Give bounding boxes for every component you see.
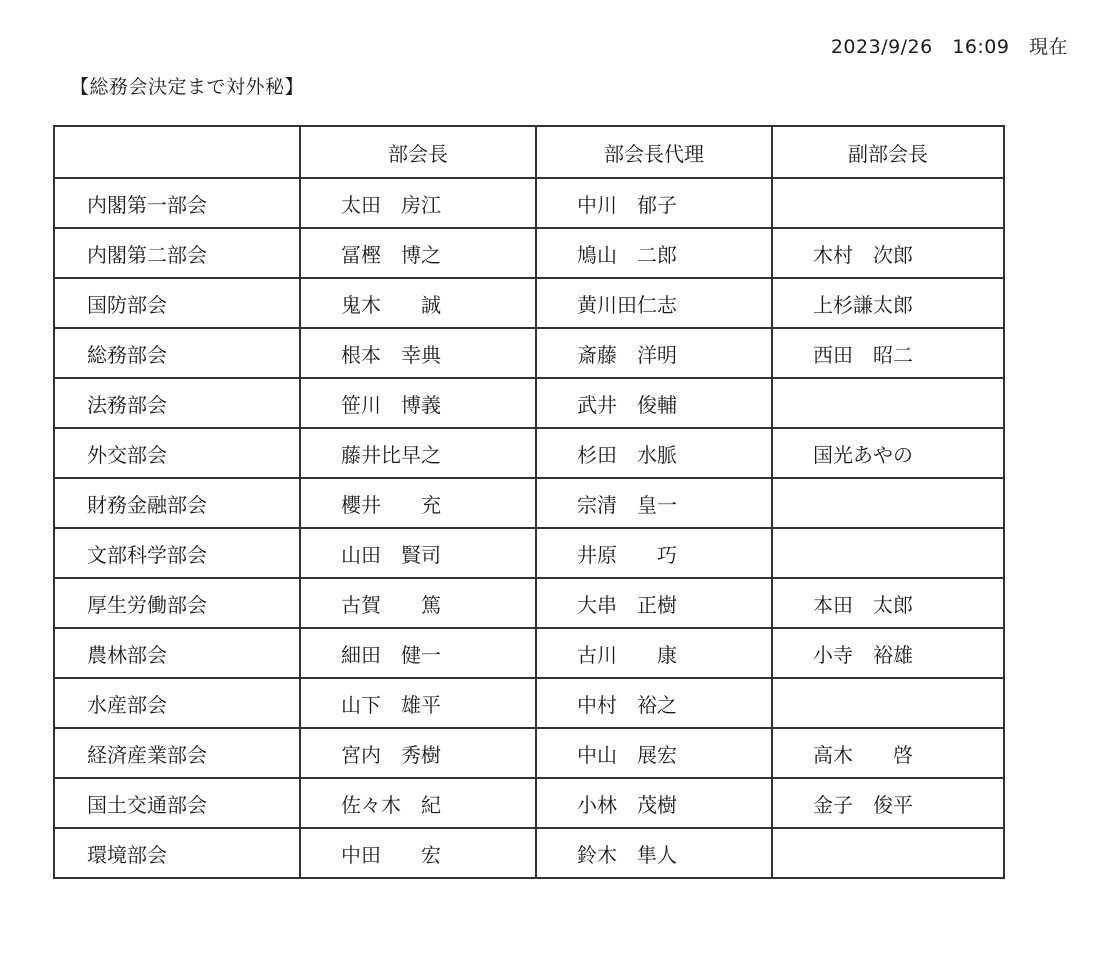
- table-row: [54, 478, 1004, 528]
- chair-name: 鬼木 誠: [300, 278, 536, 328]
- vice-chair-name: 上杉謙太郎: [772, 278, 1004, 328]
- committee-name: 外交部会: [54, 428, 300, 478]
- chair-name: 太田 房江: [300, 178, 536, 228]
- acting-chair-name: 杉田 水脈: [536, 428, 772, 478]
- chair-name: 笹川 博義: [300, 378, 536, 428]
- acting-chair-name: 黄川田仁志: [536, 278, 772, 328]
- chair-name: 中田 宏: [300, 828, 536, 878]
- vice-chair-name: 金子 俊平: [772, 778, 1004, 828]
- table-row: [54, 578, 1004, 628]
- vice-chair-name: [772, 528, 1004, 578]
- chair-name: 宮内 秀樹: [300, 728, 536, 778]
- chair-name: 山下 雄平: [300, 678, 536, 728]
- vice-chair-name: [772, 178, 1004, 228]
- chair-name: 佐々木 紀: [300, 778, 536, 828]
- table-row: [54, 628, 1004, 678]
- committee-name: 内閣第一部会: [54, 178, 300, 228]
- acting-chair-name: 中村 裕之: [536, 678, 772, 728]
- table-row: [54, 528, 1004, 578]
- table-header-row: [54, 126, 1004, 178]
- committee-roster-table: [53, 125, 1005, 879]
- committee-name: 法務部会: [54, 378, 300, 428]
- acting-chair-name: 斎藤 洋明: [536, 328, 772, 378]
- table-row: [54, 428, 1004, 478]
- header-acting-chair: 部会長代理: [536, 126, 772, 178]
- header-chair: 部会長: [300, 126, 536, 178]
- table-row: [54, 678, 1004, 728]
- committee-name: 厚生労働部会: [54, 578, 300, 628]
- header-vice-chair: 副部会長: [772, 126, 1004, 178]
- committee-name: 財務金融部会: [54, 478, 300, 528]
- committee-name: 国土交通部会: [54, 778, 300, 828]
- committee-name: 農林部会: [54, 628, 300, 678]
- acting-chair-name: 宗清 皇一: [536, 478, 772, 528]
- acting-chair-name: 小林 茂樹: [536, 778, 772, 828]
- vice-chair-name: [772, 378, 1004, 428]
- committee-name: 国防部会: [54, 278, 300, 328]
- chair-name: 山田 賢司: [300, 528, 536, 578]
- vice-chair-name: 西田 昭二: [772, 328, 1004, 378]
- table-row: [54, 828, 1004, 878]
- chair-name: 古賀 篤: [300, 578, 536, 628]
- vice-chair-name: 高木 啓: [772, 728, 1004, 778]
- table-row: [54, 778, 1004, 828]
- chair-name: 藤井比早之: [300, 428, 536, 478]
- acting-chair-name: 古川 康: [536, 628, 772, 678]
- table-row: [54, 228, 1004, 278]
- acting-chair-name: 武井 俊輔: [536, 378, 772, 428]
- vice-chair-name: 本田 太郎: [772, 578, 1004, 628]
- table-row: [54, 178, 1004, 228]
- acting-chair-name: 中山 展宏: [536, 728, 772, 778]
- committee-name: 環境部会: [54, 828, 300, 878]
- acting-chair-name: 大串 正樹: [536, 578, 772, 628]
- table-row: [54, 728, 1004, 778]
- document-timestamp: 2023/9/26 16:09 現在: [830, 36, 1068, 58]
- vice-chair-name: 小寺 裕雄: [772, 628, 1004, 678]
- committee-name: 内閣第二部会: [54, 228, 300, 278]
- table-row: [54, 278, 1004, 328]
- vice-chair-name: [772, 478, 1004, 528]
- chair-name: 細田 健一: [300, 628, 536, 678]
- committee-name: 水産部会: [54, 678, 300, 728]
- vice-chair-name: [772, 828, 1004, 878]
- table-row: [54, 328, 1004, 378]
- acting-chair-name: 鳩山 二郎: [536, 228, 772, 278]
- acting-chair-name: 井原 巧: [536, 528, 772, 578]
- confidential-note: 【総務会決定まで対外秘】: [70, 76, 305, 98]
- vice-chair-name: 国光あやの: [772, 428, 1004, 478]
- acting-chair-name: 中川 郁子: [536, 178, 772, 228]
- table-row: [54, 378, 1004, 428]
- vice-chair-name: 木村 次郎: [772, 228, 1004, 278]
- chair-name: 櫻井 充: [300, 478, 536, 528]
- vice-chair-name: [772, 678, 1004, 728]
- acting-chair-name: 鈴木 隼人: [536, 828, 772, 878]
- header-corner-cell: [54, 126, 300, 178]
- committee-name: 総務部会: [54, 328, 300, 378]
- chair-name: 冨樫 博之: [300, 228, 536, 278]
- committee-name: 経済産業部会: [54, 728, 300, 778]
- committee-name: 文部科学部会: [54, 528, 300, 578]
- chair-name: 根本 幸典: [300, 328, 536, 378]
